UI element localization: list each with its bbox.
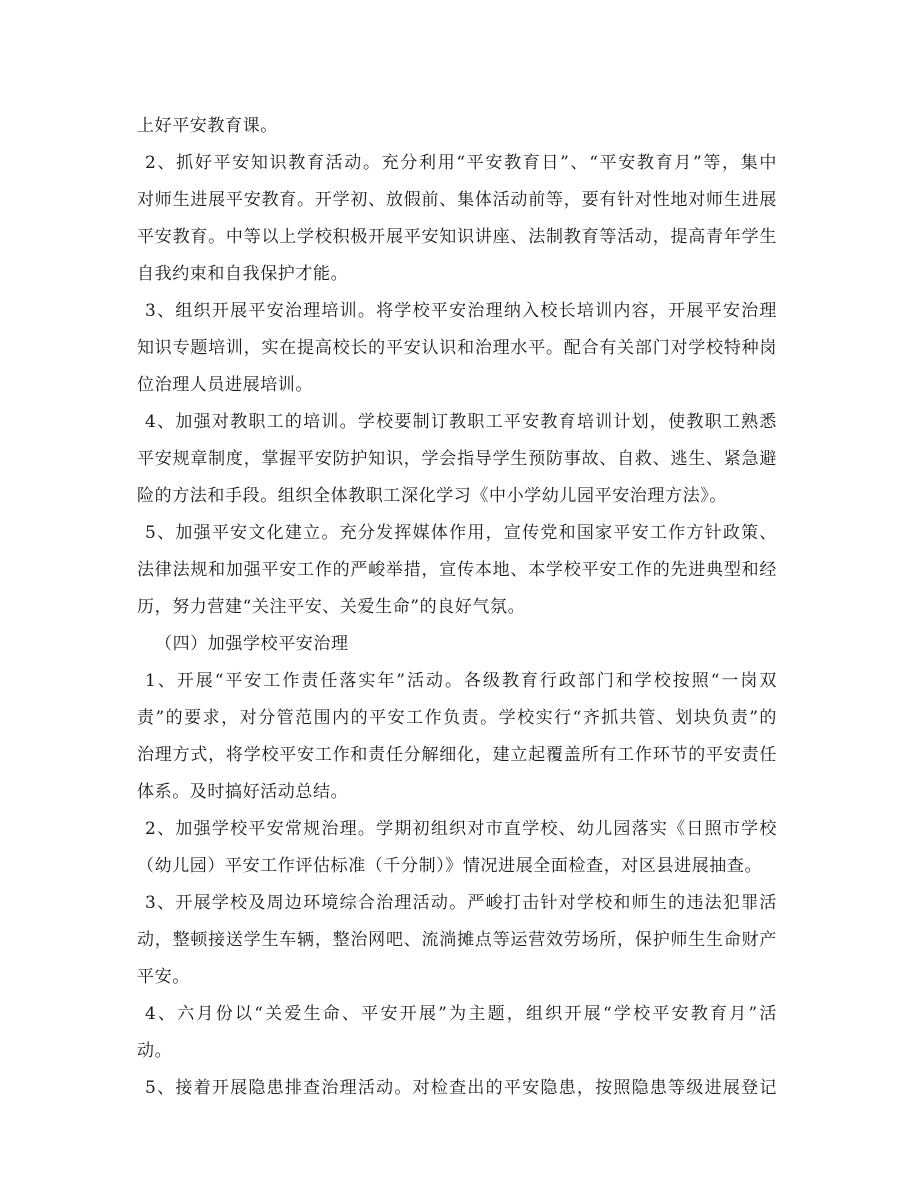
- document-page: [137, 108, 777, 1107]
- text-line: 治理方式，将学校平安工作和责任分解细化，建立起覆盖所有工作环节的平安责任: [137, 745, 777, 765]
- text-line: 责”的要求，对分管范围内的平安工作负责。学校实行“齐抓共管、划块负责”的: [137, 708, 777, 728]
- text-line: 动，整顿接送学生车辆，整治网吧、流淌摊点等运营效劳场所，保护师生生命财产: [137, 930, 777, 950]
- text-line: 历，努力营建“关注平安、关爱生命”的良好气氛。: [137, 597, 526, 617]
- paragraph-p1: [137, 145, 777, 293]
- text-line: 2、加强学校平安常规治理。学期初组织对市直学校、幼儿园落实《日照市学校: [145, 819, 777, 839]
- paragraph-p9: [137, 996, 777, 1070]
- paragraph-p0: [137, 108, 777, 145]
- paragraph-p2: [137, 293, 777, 404]
- text-line: （幼儿园）平安工作评估标准（千分制）》情况进展全面检查，对区县进展抽查。: [137, 856, 763, 876]
- text-line: 体系。及时搞好活动总结。: [137, 782, 349, 802]
- text-line: 位治理人员进展培训。: [137, 375, 313, 395]
- text-line: 动。: [137, 1041, 173, 1061]
- text-line: 1、开展“平安工作责任落实年”活动。各级教育行政部门和学校按照“一岗双: [145, 671, 777, 691]
- text-line: 平安。: [137, 967, 190, 987]
- text-line: 5、加强平安文化建立。充分发挥媒体作用，宣传党和国家平安工作方针政策、: [145, 523, 777, 543]
- text-line: 自我约束和自我保护才能。: [137, 264, 349, 284]
- text-line: 险的方法和手段。组织全体教职工深化学习《中小学幼儿园平安治理方法》。: [137, 486, 727, 506]
- text-line: 4、六月份以“关爱生命、平安开展”为主题，组织开展“学校平安教育月”活: [145, 1004, 777, 1024]
- text-line: 5、接着开展隐患排查治理活动。对检查出的平安隐患，按照隐患等级进展登记: [145, 1078, 777, 1098]
- text-line: 3、开展学校及周边环境综合治理活动。严峻打击针对学校和师生的违法犯罪活: [145, 893, 777, 913]
- paragraph-p10: [137, 1070, 777, 1107]
- paragraph-p7: [137, 811, 777, 885]
- text-line: 知识专题培训，实在提高校长的平安认识和治理水平。配合有关部门对学校特种岗: [137, 338, 777, 358]
- text-line: 上好平安教育课。: [137, 116, 278, 136]
- text-line: 对师生进展平安教育。开学初、放假前、集体活动前等，要有针对性地对师生进展: [137, 190, 777, 210]
- text-line: 2、抓好平安知识教育活动。充分利用“平安教育日”、“平安教育月”等，集中: [145, 153, 777, 173]
- text-line: （四）加强学校平安治理: [155, 634, 349, 654]
- paragraph-p3: [137, 404, 777, 515]
- paragraph-p5: [137, 626, 777, 663]
- text-line: 法律法规和加强平安工作的严峻举措，宣传本地、本学校平安工作的先进典型和经: [137, 560, 777, 580]
- text-line: 平安教育。中等以上学校积极开展平安知识讲座、法制教育等活动，提高青年学生: [137, 227, 777, 247]
- paragraph-p4: [137, 515, 777, 626]
- paragraph-p8: [137, 885, 777, 996]
- text-line: 4、加强对教职工的培训。学校要制订教职工平安教育培训计划，使教职工熟悉: [145, 412, 777, 432]
- text-line: 平安规章制度，掌握平安防护知识，学会指导学生预防事故、自救、逃生、紧急避: [137, 449, 777, 469]
- text-line: 3、组织开展平安治理培训。将学校平安治理纳入校长培训内容，开展平安治理: [145, 301, 777, 321]
- paragraph-p6: [137, 663, 777, 811]
